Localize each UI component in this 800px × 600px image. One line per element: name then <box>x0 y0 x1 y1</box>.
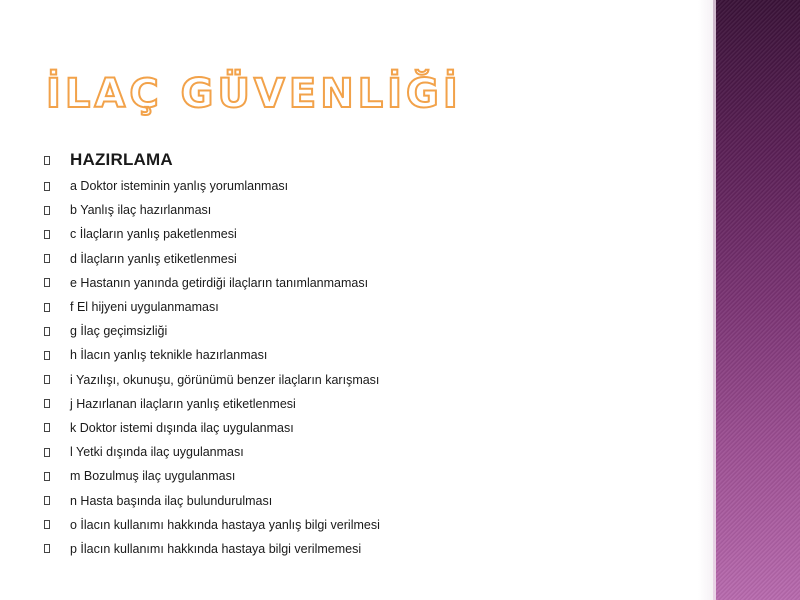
square-bullet-icon <box>44 230 50 239</box>
list-item <box>44 319 380 343</box>
square-bullet-icon <box>44 544 50 553</box>
list-item <box>44 174 380 198</box>
list-item <box>44 271 380 295</box>
list-item <box>44 464 380 488</box>
square-bullet-icon <box>44 351 50 360</box>
square-bullet-icon <box>44 496 50 505</box>
list-item <box>44 343 380 367</box>
list-item-text: p İlacın kullanımı hakkında hastaya bilgi verilmemesi <box>70 541 362 556</box>
list-item <box>44 222 380 246</box>
list-item-text: e Hastanın yanında getirdiği ilaçların tanımlanmaması <box>70 275 369 290</box>
square-bullet-icon <box>44 448 50 457</box>
square-bullet-icon <box>44 303 50 312</box>
square-bullet-icon <box>44 472 50 481</box>
list-item-text: n Hasta başında ilaç bulundurulması <box>70 493 273 508</box>
list-item <box>44 416 380 440</box>
square-bullet-icon <box>44 327 50 336</box>
list-item <box>44 198 380 222</box>
list-heading <box>44 146 380 174</box>
square-bullet-icon <box>44 520 50 529</box>
list-item <box>44 537 380 561</box>
list-item <box>44 513 380 537</box>
list-item-text: h İlacın yanlış teknikle hazırlanması <box>70 348 268 363</box>
list-item-text: j Hazırlanan ilaçların yanlış etiketlenmesi <box>70 396 296 411</box>
list-item <box>44 440 380 464</box>
list-item <box>44 488 380 512</box>
list-item-text: m Bozulmuş ilaç uygulanması <box>70 469 236 484</box>
square-bullet-icon <box>44 156 50 165</box>
list-heading-text: HAZIRLAMA <box>70 150 173 169</box>
list-item-text: c İlaçların yanlış paketlenmesi <box>70 227 237 242</box>
bullet-list <box>44 146 380 561</box>
square-bullet-icon <box>44 254 50 263</box>
list-item <box>44 368 380 392</box>
square-bullet-icon <box>44 206 50 215</box>
list-item-text: d İlaçların yanlış etiketlenmesi <box>70 251 237 266</box>
square-bullet-icon <box>44 375 50 384</box>
side-band-edge <box>713 0 716 600</box>
list-item-text: k Doktor istemi dışında ilaç uygulanması <box>70 420 294 435</box>
list-item <box>44 295 380 319</box>
list-item-text: i Yazılışı, okunuşu, görünümü benzer ilaçların karışması <box>70 372 380 387</box>
list-item-text: f El hijyeni uygulanmaması <box>70 300 219 315</box>
square-bullet-icon <box>44 423 50 432</box>
list-item-text: a Doktor isteminin yanlış yorumlanması <box>70 179 289 194</box>
list-item-text: b Yanlış ilaç hazırlanması <box>70 203 212 218</box>
list-item <box>44 247 380 271</box>
square-bullet-icon <box>44 278 50 287</box>
list-item <box>44 392 380 416</box>
list-item-text: l Yetki dışında ilaç uygulanması <box>70 445 244 460</box>
decorative-side-band <box>713 0 800 600</box>
square-bullet-icon <box>44 399 50 408</box>
side-band-shadow <box>698 0 713 600</box>
list-item-text: o İlacın kullanımı hakkında hastaya yanlış bilgi verilmesi <box>70 517 380 532</box>
list-item-text: g İlaç geçimsizliği <box>70 324 168 339</box>
square-bullet-icon <box>44 182 50 191</box>
slide-title: İLAÇ GÜVENLİĞİ <box>46 71 462 117</box>
